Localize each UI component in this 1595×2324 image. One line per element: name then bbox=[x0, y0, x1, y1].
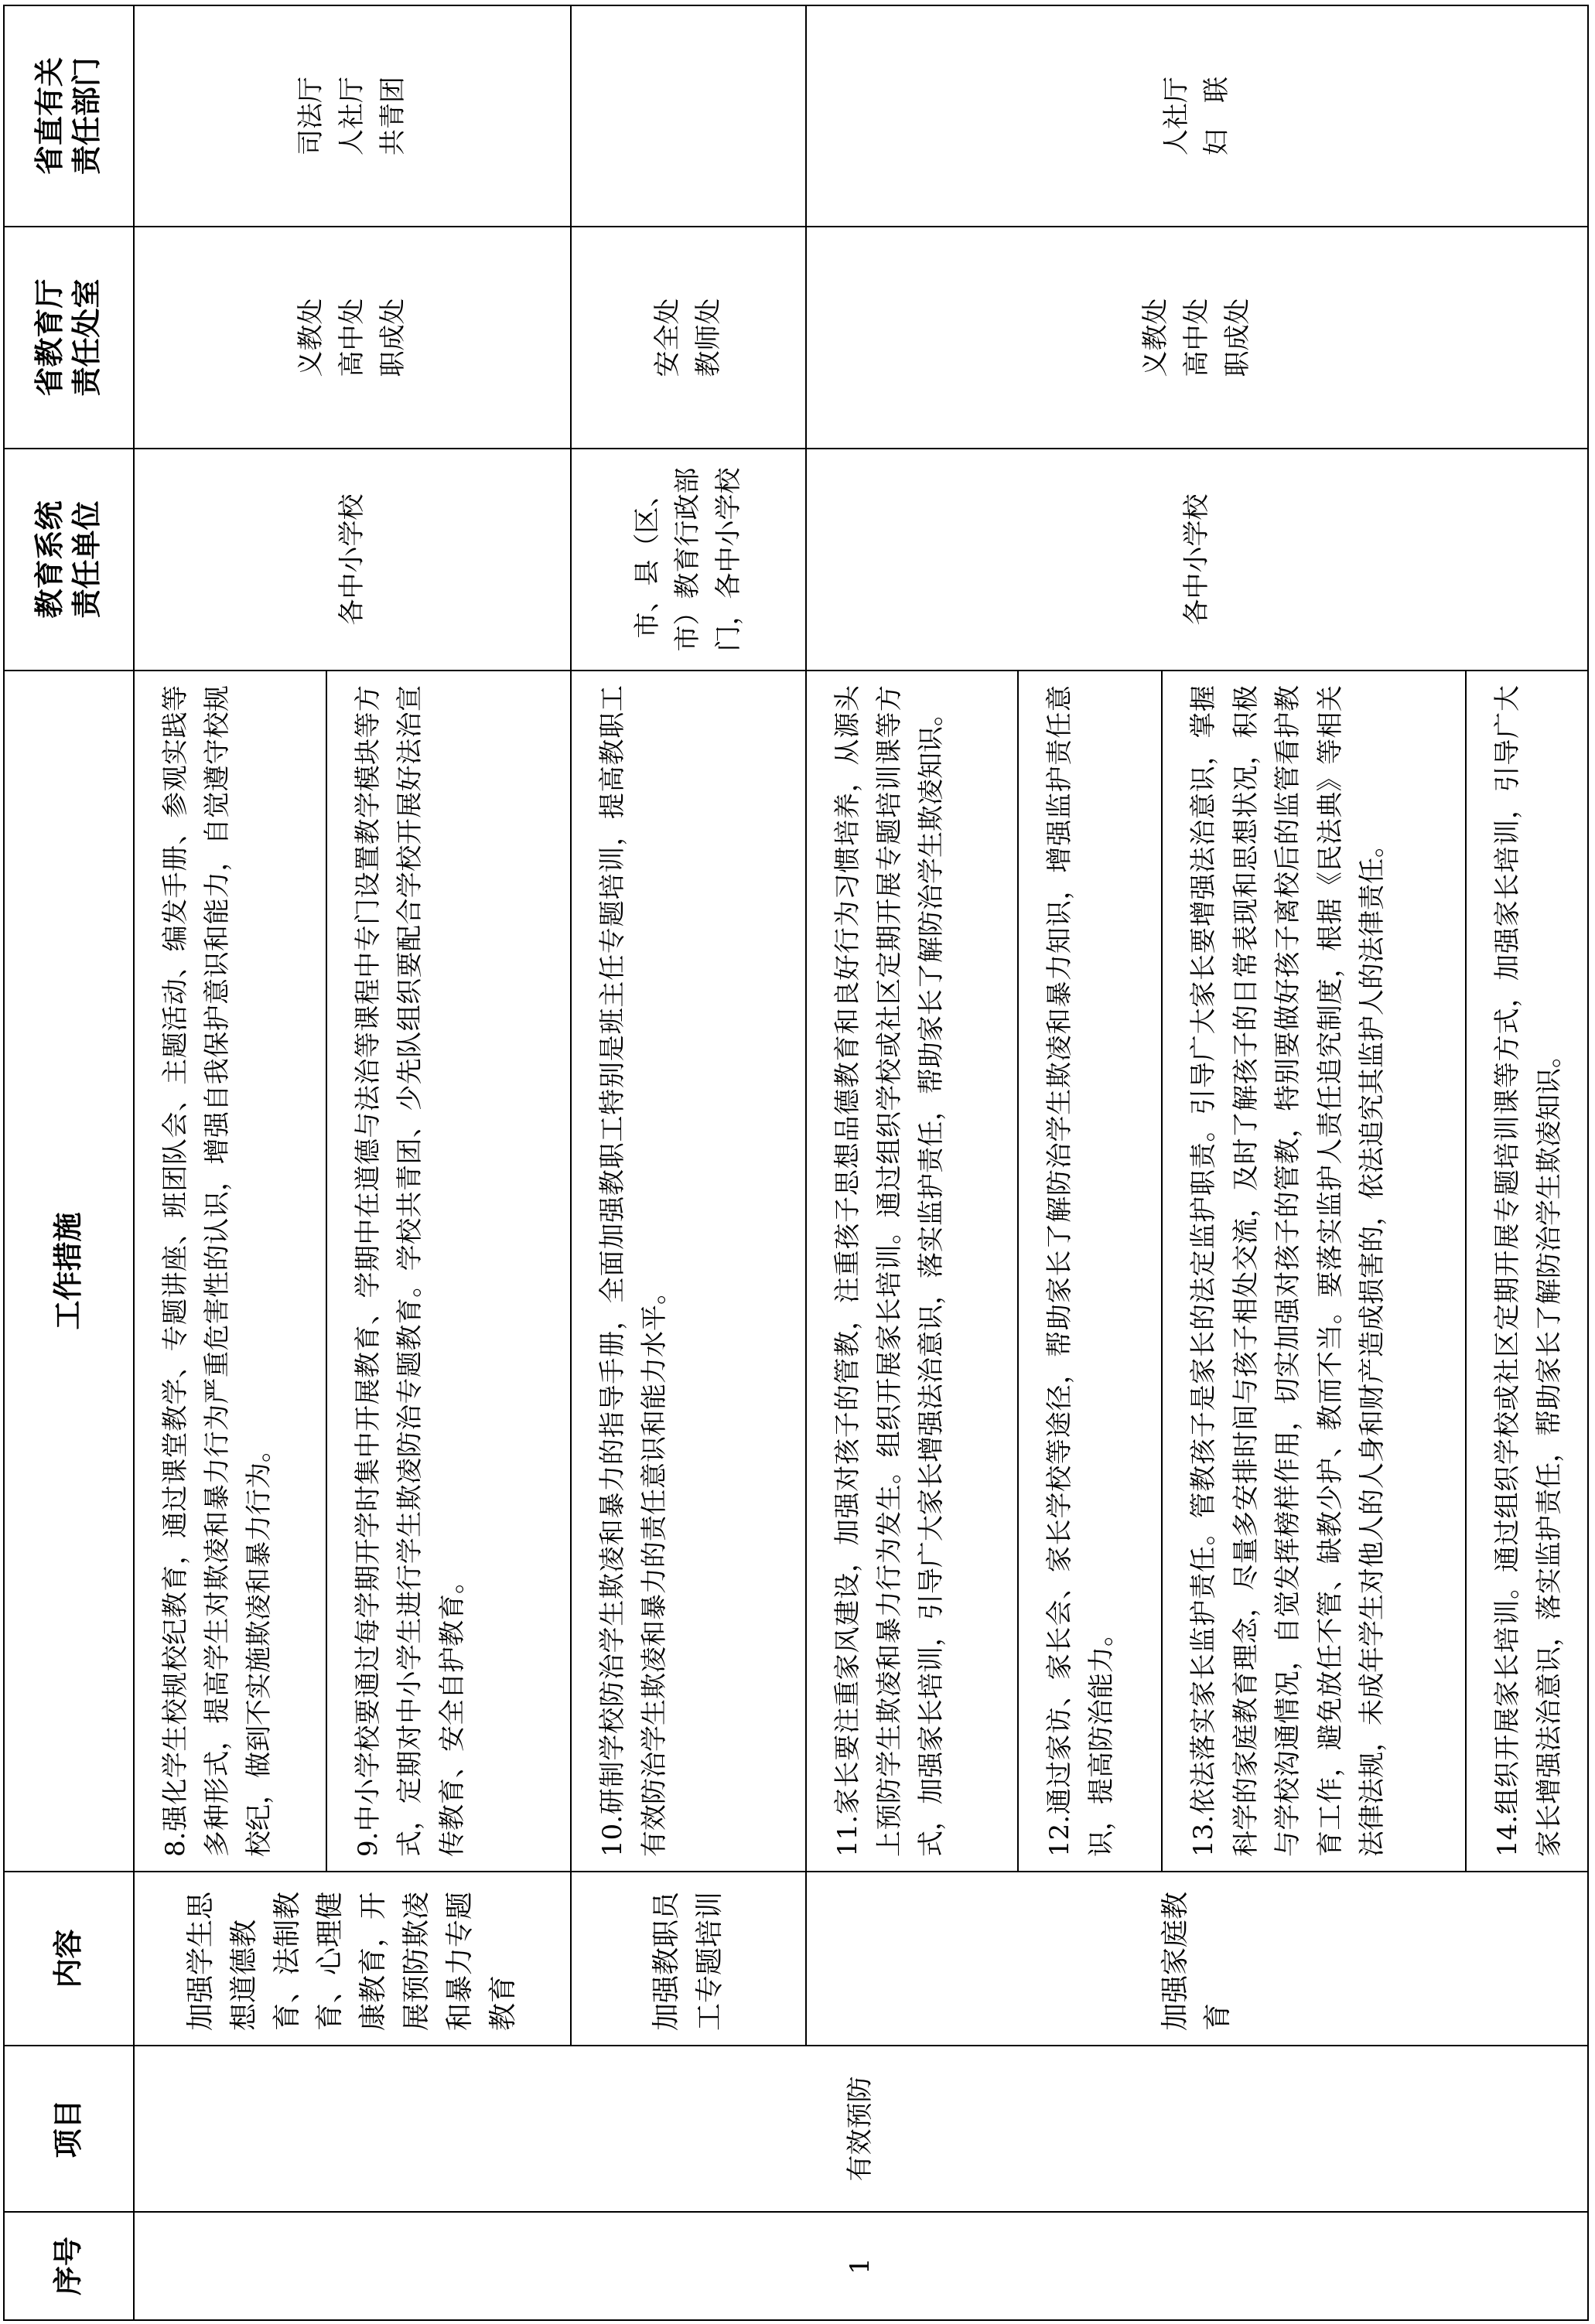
header-row bbox=[4, 5, 134, 2320]
measure-cell: 13.依法落实家长监护责任。管教孩子是家长的法定监护职责。引导广大家长要增强法治意识，掌握科学的家庭教育理念，尽量多安排时间与孩子相处交流，及时了解孩子的日常表现和思想状况，积极与学校沟通情况，自觉发挥榜样作用，切实加强对孩子的管教，特别要做好孩子离校后的监管看护教育工作，避免放任不管、缺教少护、教而不当。要落实监护人责任追究制度，根据《民法典》等相关法律法规，未成年学生对他人的人身和财产造成损害的，依法追究其监护人的法律责任。 bbox=[1162, 671, 1466, 1872]
edu-unit-cell: 市、县（区、市）教育行政部门，各中小学校 bbox=[571, 449, 806, 671]
measure-cell: 14.组织开展家长培训。通过组织学校或社区定期开展专题培训课等方式，加强家长培训，引导广大家长增强法治意识，落实监护责任，帮助家长了解防治学生欺凌知识。 bbox=[1466, 671, 1588, 1872]
edu-dept-cell: 义教处 高中处 职成处 bbox=[806, 227, 1588, 449]
measure-cell: 10.研制学校防治学生欺凌和暴力的指导手册，全面加强教职工特别是班主任专题培训，提高教职工有效防治学生欺凌和暴力的责任意识和能力水平。 bbox=[571, 671, 806, 1872]
edu-dept-cell: 安全处 教师处 bbox=[571, 227, 806, 449]
edu-dept-cell: 义教处 高中处 职成处 bbox=[134, 227, 571, 449]
header-measures: 工作措施 bbox=[4, 671, 134, 1872]
edu-unit-cell: 各中小学校 bbox=[806, 449, 1588, 671]
edu-unit-cell: 各中小学校 bbox=[134, 449, 571, 671]
table-row bbox=[806, 5, 1018, 2320]
header-edu-dept: 省教育厅 责任处室 bbox=[4, 227, 134, 449]
content-cell: 加强学生思想道德教育、法制教育、心理健康教育，开展预防欺凌和暴力专题教育 bbox=[134, 1872, 571, 2046]
measure-cell: 8.强化学生校规校纪教育，通过课堂教学、专题讲座、班团队会、主题活动、编发手册、参观实践等多种形式，提高学生对欺凌和暴力行为严重危害性的认识，增强自我保护意识和能力，自觉遵守校规校纪，做到不实施欺凌和暴力行为。 bbox=[134, 671, 326, 1872]
header-prov-dept: 省直有关 责任部门 bbox=[4, 5, 134, 227]
work-measures-table bbox=[3, 5, 1589, 2321]
header-content: 内容 bbox=[4, 1872, 134, 2046]
prov-dept-cell: 司法厅 人社厅 共青团 bbox=[134, 5, 571, 227]
seq-cell: 1 bbox=[134, 2212, 1588, 2320]
prov-dept-cell: 人社厅 妇 联 bbox=[806, 5, 1588, 227]
header-edu-unit: 教育系统 责任单位 bbox=[4, 449, 134, 671]
project-cell: 有效预防 bbox=[134, 2046, 1588, 2212]
table-row bbox=[134, 5, 326, 2320]
header-project: 项目 bbox=[4, 2046, 134, 2212]
measure-cell: 11.家长要注重家风建设，加强对孩子的管教，注重孩子思想品德教育和良好行为习惯培养，从源头上预防学生欺凌和暴力行为发生。组织开展家长培训。通过组织学校或社区定期开展专题培训课等方式，加强家长培训，引导广大家长增强法治意识，落实监护责任，帮助家长了解防治学生欺凌知识。 bbox=[806, 671, 1018, 1872]
table-row bbox=[571, 5, 806, 2320]
prov-dept-cell bbox=[571, 5, 806, 227]
content-cell: 加强教职员工专题培训 bbox=[571, 1872, 806, 2046]
measure-cell: 12.通过家访、家长会、家长学校等途径，帮助家长了解防治学生欺凌和暴力知识，增强监护责任意识，提高防治能力。 bbox=[1018, 671, 1162, 1872]
content-cell: 加强家庭教育 bbox=[806, 1872, 1588, 2046]
header-seq: 序号 bbox=[4, 2212, 134, 2320]
measure-cell: 9.中小学校要通过每学期开学时集中开展教育、学期中在道德与法治等课程中专门设置教学模块等方式，定期对中小学生进行学生欺凌防治专题教育。学校共青团、少先队组织要配合学校开展好法治宣传教育、安全自护教育。 bbox=[326, 671, 571, 1872]
